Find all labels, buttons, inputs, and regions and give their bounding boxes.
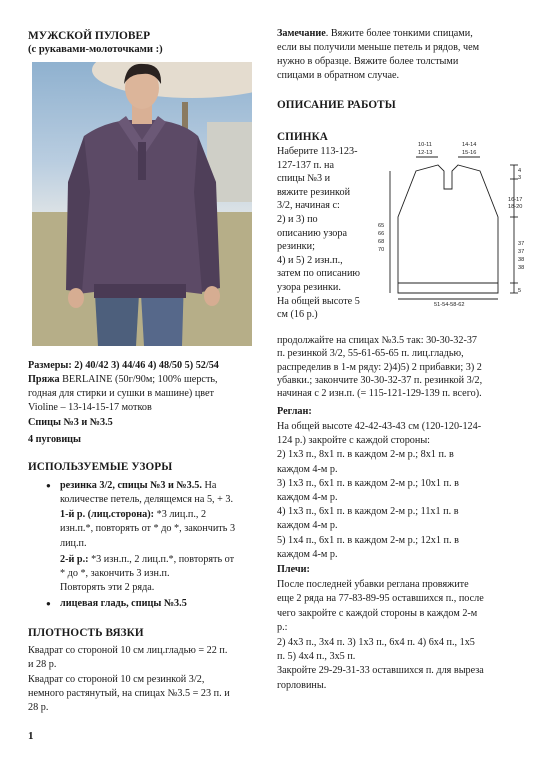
raglan-line: 2) 1х3 п., 8х1 п. в каждом 2-м р.; 8х1 п. в [277, 449, 454, 461]
back-wide-line: продолжайте на спицах №3.5 так: 30-30-32-37 [277, 335, 478, 346]
note-line-1 [277, 27, 473, 40]
pattern-subtitle: (с рукавами-молоточками :) [28, 44, 163, 55]
page-number: 1 [28, 730, 34, 742]
gauge-line-5: 28 р. [28, 702, 49, 713]
back-narrow-line: затем по описанию [277, 268, 361, 280]
raglan-line: каждом 4-м р. [277, 492, 338, 504]
back-wide-line: начиная с 2 изн.п. (= 115-121-129-139 п. всего). [277, 388, 482, 400]
dim-height-right-3: 38 [518, 257, 525, 263]
back-narrow-line: узора резинки. [277, 281, 341, 293]
note-label: Замечание [277, 28, 326, 39]
bullet-stockinette: ● лицевая гладь, спицы №3.5 [60, 597, 187, 610]
yarn-line-2: годная для стирки и сушки в машине) цвет [28, 388, 214, 399]
raglan-line: 5) 1х4 п., 6х1 п. в каждом 2-м р.; 12х1 п. в [277, 534, 459, 546]
bullet-rib [60, 479, 216, 492]
shoulders-line: Закройте 29-29-31-33 оставшихся п. для выреза [277, 665, 484, 677]
rib-row1-c: лиц.п. [60, 538, 87, 549]
back-narrow-line: 127-137 п. на [277, 159, 335, 171]
gauge-line-2: и 28 р. [28, 659, 57, 670]
shoulders-line: п. 5) 4х4 п., 3х5 п. [277, 651, 356, 663]
dim-height-right-4: 38 [518, 265, 525, 271]
back-instructions-wide [277, 334, 523, 400]
back-narrow-line: 3/2, начиная с: [277, 200, 340, 212]
gauge-line-3: Квадрат со стороной 10 см резинкой 3/2, [28, 674, 205, 685]
back-narrow-line: 2) и 3) по [277, 213, 318, 225]
dim-width: 51-54-58-62 [434, 302, 465, 307]
back-narrow-line: описанию узора [277, 227, 347, 239]
raglan-line: каждом 4-м р. [277, 520, 338, 532]
dim-raglan-b: 18-20 [508, 204, 523, 210]
raglan-line: каждом 4-м р. [277, 548, 338, 560]
dim-height-left-3: 68 [378, 239, 385, 245]
note-line-2: если вы получили меньше петель и рядов, чем [277, 42, 480, 53]
back-narrow-line: см (16 р.) [277, 309, 318, 321]
back-schematic [378, 135, 528, 307]
back-narrow-line: резинки; [277, 241, 315, 253]
dim-height-left-1: 65 [378, 223, 385, 229]
shoulders-line: горловины. [277, 679, 327, 691]
rib-title: резинка 3/2, спицы №3 и №3.5. [60, 480, 202, 491]
shoulders-line: р.: [277, 622, 288, 634]
rib-title-tail: На [201, 480, 217, 491]
yarn-label: Пряжа [28, 374, 60, 385]
row1-label: 1-й р. (лиц.сторона): [60, 509, 155, 520]
back-wide-line: убавки.; закончите 30-30-32-37 п. резинкой 3/2, [277, 374, 483, 386]
yarn-value: BERLAINE (50г/90м; 100% шерсть, [59, 374, 218, 385]
work-heading: ОПИСАНИЕ РАБОТЫ [277, 99, 396, 111]
dim-height-right-2: 37 [518, 249, 525, 255]
shoulders-instructions [277, 578, 523, 693]
back-narrow-line: спицы №3 и [277, 173, 331, 185]
shoulders-line: 2) 4х3 п., 3х4 п. 3) 1х3 п., 6х4 п. 4) 6х4 п., 1х5 [277, 636, 475, 648]
gauge-heading: ПЛОТНОСТЬ ВЯЗКИ [28, 627, 144, 639]
back-heading: СПИНКА [277, 131, 328, 143]
gauge-line-1: Квадрат со стороной 10 см лиц.гладью = 22 п. [28, 645, 228, 656]
needles-line: Спицы №3 и №3.5 [28, 417, 113, 428]
raglan-line: На общей высоте 42-42-43-43 см (120-120-124- [277, 421, 482, 432]
rib-repeat: Повторять эти 2 ряда. [60, 582, 155, 593]
sizes-label: Размеры [28, 360, 69, 371]
gauge-line-4: немного растянутый, на спицах №3.5 = 23 п. и [28, 688, 230, 699]
yarn-line [28, 373, 218, 386]
raglan-heading: Реглан: [277, 406, 312, 417]
back-narrow-line: вяжите резинкой [277, 186, 351, 198]
dim-shoulder-left-top: 10-11 [418, 142, 432, 148]
raglan-line: 4) 1х3 п., 6х1 п. в каждом 2-м р.; 11х1 п. в [277, 506, 459, 518]
back-narrow-line: Наберите 113-123- [277, 146, 358, 157]
dim-height-left-4: 70 [378, 247, 385, 253]
shoulders-heading: Плечи: [277, 564, 310, 575]
yarn-line-3: Violine – 13-14-15-17 мотков [28, 402, 152, 413]
patterns-heading: ИСПОЛЬЗУЕМЫЕ УЗОРЫ [28, 461, 173, 473]
sizes-value: : 2) 40/42 3) 44/46 4) 48/50 5) 52/54 [68, 360, 219, 371]
shoulders-line: чего закройте с каждой стороны в каждом 2-м [277, 607, 478, 619]
back-wide-line: распределив в 1-м ряду: 2)4)5) 2 прибавки; 3) 2 [277, 361, 482, 373]
row2-text: *3 изн.п., 2 лиц.п.*, повторять от [88, 554, 235, 565]
note-text: . Вяжите более тонкими спицами, [325, 28, 473, 39]
dim-height-right-1: 37 [518, 241, 525, 247]
shoulders-line: еще 2 ряда на 77-83-89-95 оставшихся п., после [277, 593, 484, 605]
raglan-line: 3) 1х3 п., 6х1 п. в каждом 2-м р.; 10х1 п. в [277, 477, 459, 489]
dim-neck-b: 3 [518, 175, 522, 181]
dim-shoulder-right-bottom: 15-16 [462, 150, 477, 156]
raglan-line: 124 р.) закройте с каждой стороны: [277, 435, 431, 447]
shoulders-line: После последней убавки реглана провяжите [277, 579, 469, 590]
dim-raglan-a: 16-17 [508, 197, 523, 203]
model-photo [32, 62, 252, 346]
raglan-line: каждом 4-м р. [277, 463, 338, 475]
rib-stitch-count: количестве петель, делящемся на 5, + 3. [60, 494, 234, 505]
pattern-title: МУЖСКОЙ ПУЛОВЕР [28, 30, 151, 42]
dim-rib-height: 5 [518, 288, 522, 294]
dim-shoulder-left-bottom: 12-13 [418, 150, 433, 156]
back-instructions-narrow [277, 145, 381, 322]
note-line-3: нужно в образце. Вяжите более толстыми [277, 56, 459, 67]
sizes-line [28, 359, 219, 372]
back-narrow-line: На общей высоте 5 [277, 295, 360, 307]
raglan-instructions [277, 420, 523, 562]
dim-neck-a: 4 [518, 168, 522, 174]
sweater-model-image [32, 62, 252, 346]
rib-row2 [60, 553, 234, 566]
buttons-line: 4 пуговицы [28, 434, 82, 445]
note-line-4: спицами в обратном случае. [277, 70, 400, 81]
dim-shoulder-right-top: 14-14 [462, 142, 477, 148]
rib-row2-b: * до *, закончить 3 изн.п. [60, 568, 170, 579]
row1-text: *3 лиц.п., 2 [154, 509, 207, 520]
rib-row1-b: изн.п.*, повторять от * до *, закончить 3 [60, 523, 236, 534]
rib-row1 [60, 508, 206, 521]
back-wide-line: п. резинкой 3/2, 55-61-65-65 п. лиц.гладью, [277, 348, 464, 360]
dim-height-left-2: 66 [378, 231, 385, 237]
row2-label: 2-й р.: [60, 554, 89, 565]
back-narrow-line: 4) и 5) 2 изн.п., [277, 254, 343, 266]
